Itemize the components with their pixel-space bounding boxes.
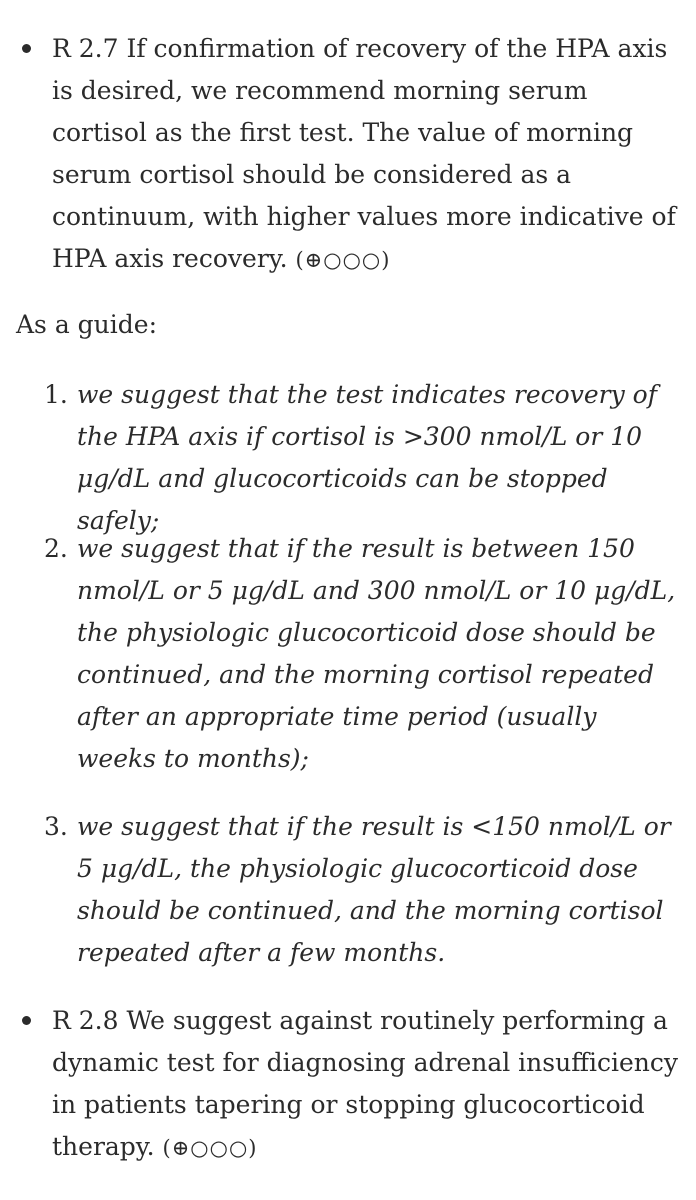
- recommendation-r27-text: [52, 28, 684, 281]
- bullet-dot: [22, 44, 31, 53]
- bullet-dot: [22, 1016, 31, 1025]
- guide-item-number: 3.: [44, 812, 68, 841]
- guide-item-text: we suggest that if the result is <150 nmol/L or 5 μg/dL, the physiologic glucocorticoid dose should be continued, and the morning cortisol repeated after a few months.: [77, 812, 671, 967]
- guide-label: As a guide:: [16, 310, 158, 339]
- guide-item-number: 2.: [44, 534, 68, 563]
- evidence-grade: (⊕○○○): [295, 248, 391, 272]
- guide-item-text: we suggest that if the result is between 150 nmol/L or 5 μg/dL and 300 nmol/L or 10 μg/dL, the physiologic glucocorticoid dose should be continued, and the morning cortisol repeated after an appropriate time period (usually weeks to months);: [77, 534, 676, 773]
- evidence-grade: (⊕○○○): [162, 1136, 258, 1160]
- guide-item-number: 1.: [44, 380, 68, 409]
- recommendation-r27-body: R 2.7 If confirmation of recovery of the HPA axis is desired, we recommend morning serum cortisol as the first test. The value of morning serum cortisol should be considered as a continuum, with higher values more indicative of HPA axis recovery.: [52, 34, 676, 273]
- recommendation-r28-text: [52, 1000, 684, 1169]
- guide-item-text: we suggest that the test indicates recovery of the HPA axis if cortisol is >300 nmol/L or 10 μg/dL and glucocorticoids can be stopped safely;: [77, 380, 657, 535]
- recommendation-r28-body: R 2.8 We suggest against routinely performing a dynamic test for diagnosing adrenal insufficiency in patients tapering or stopping glucocorticoid therapy.: [52, 1006, 678, 1161]
